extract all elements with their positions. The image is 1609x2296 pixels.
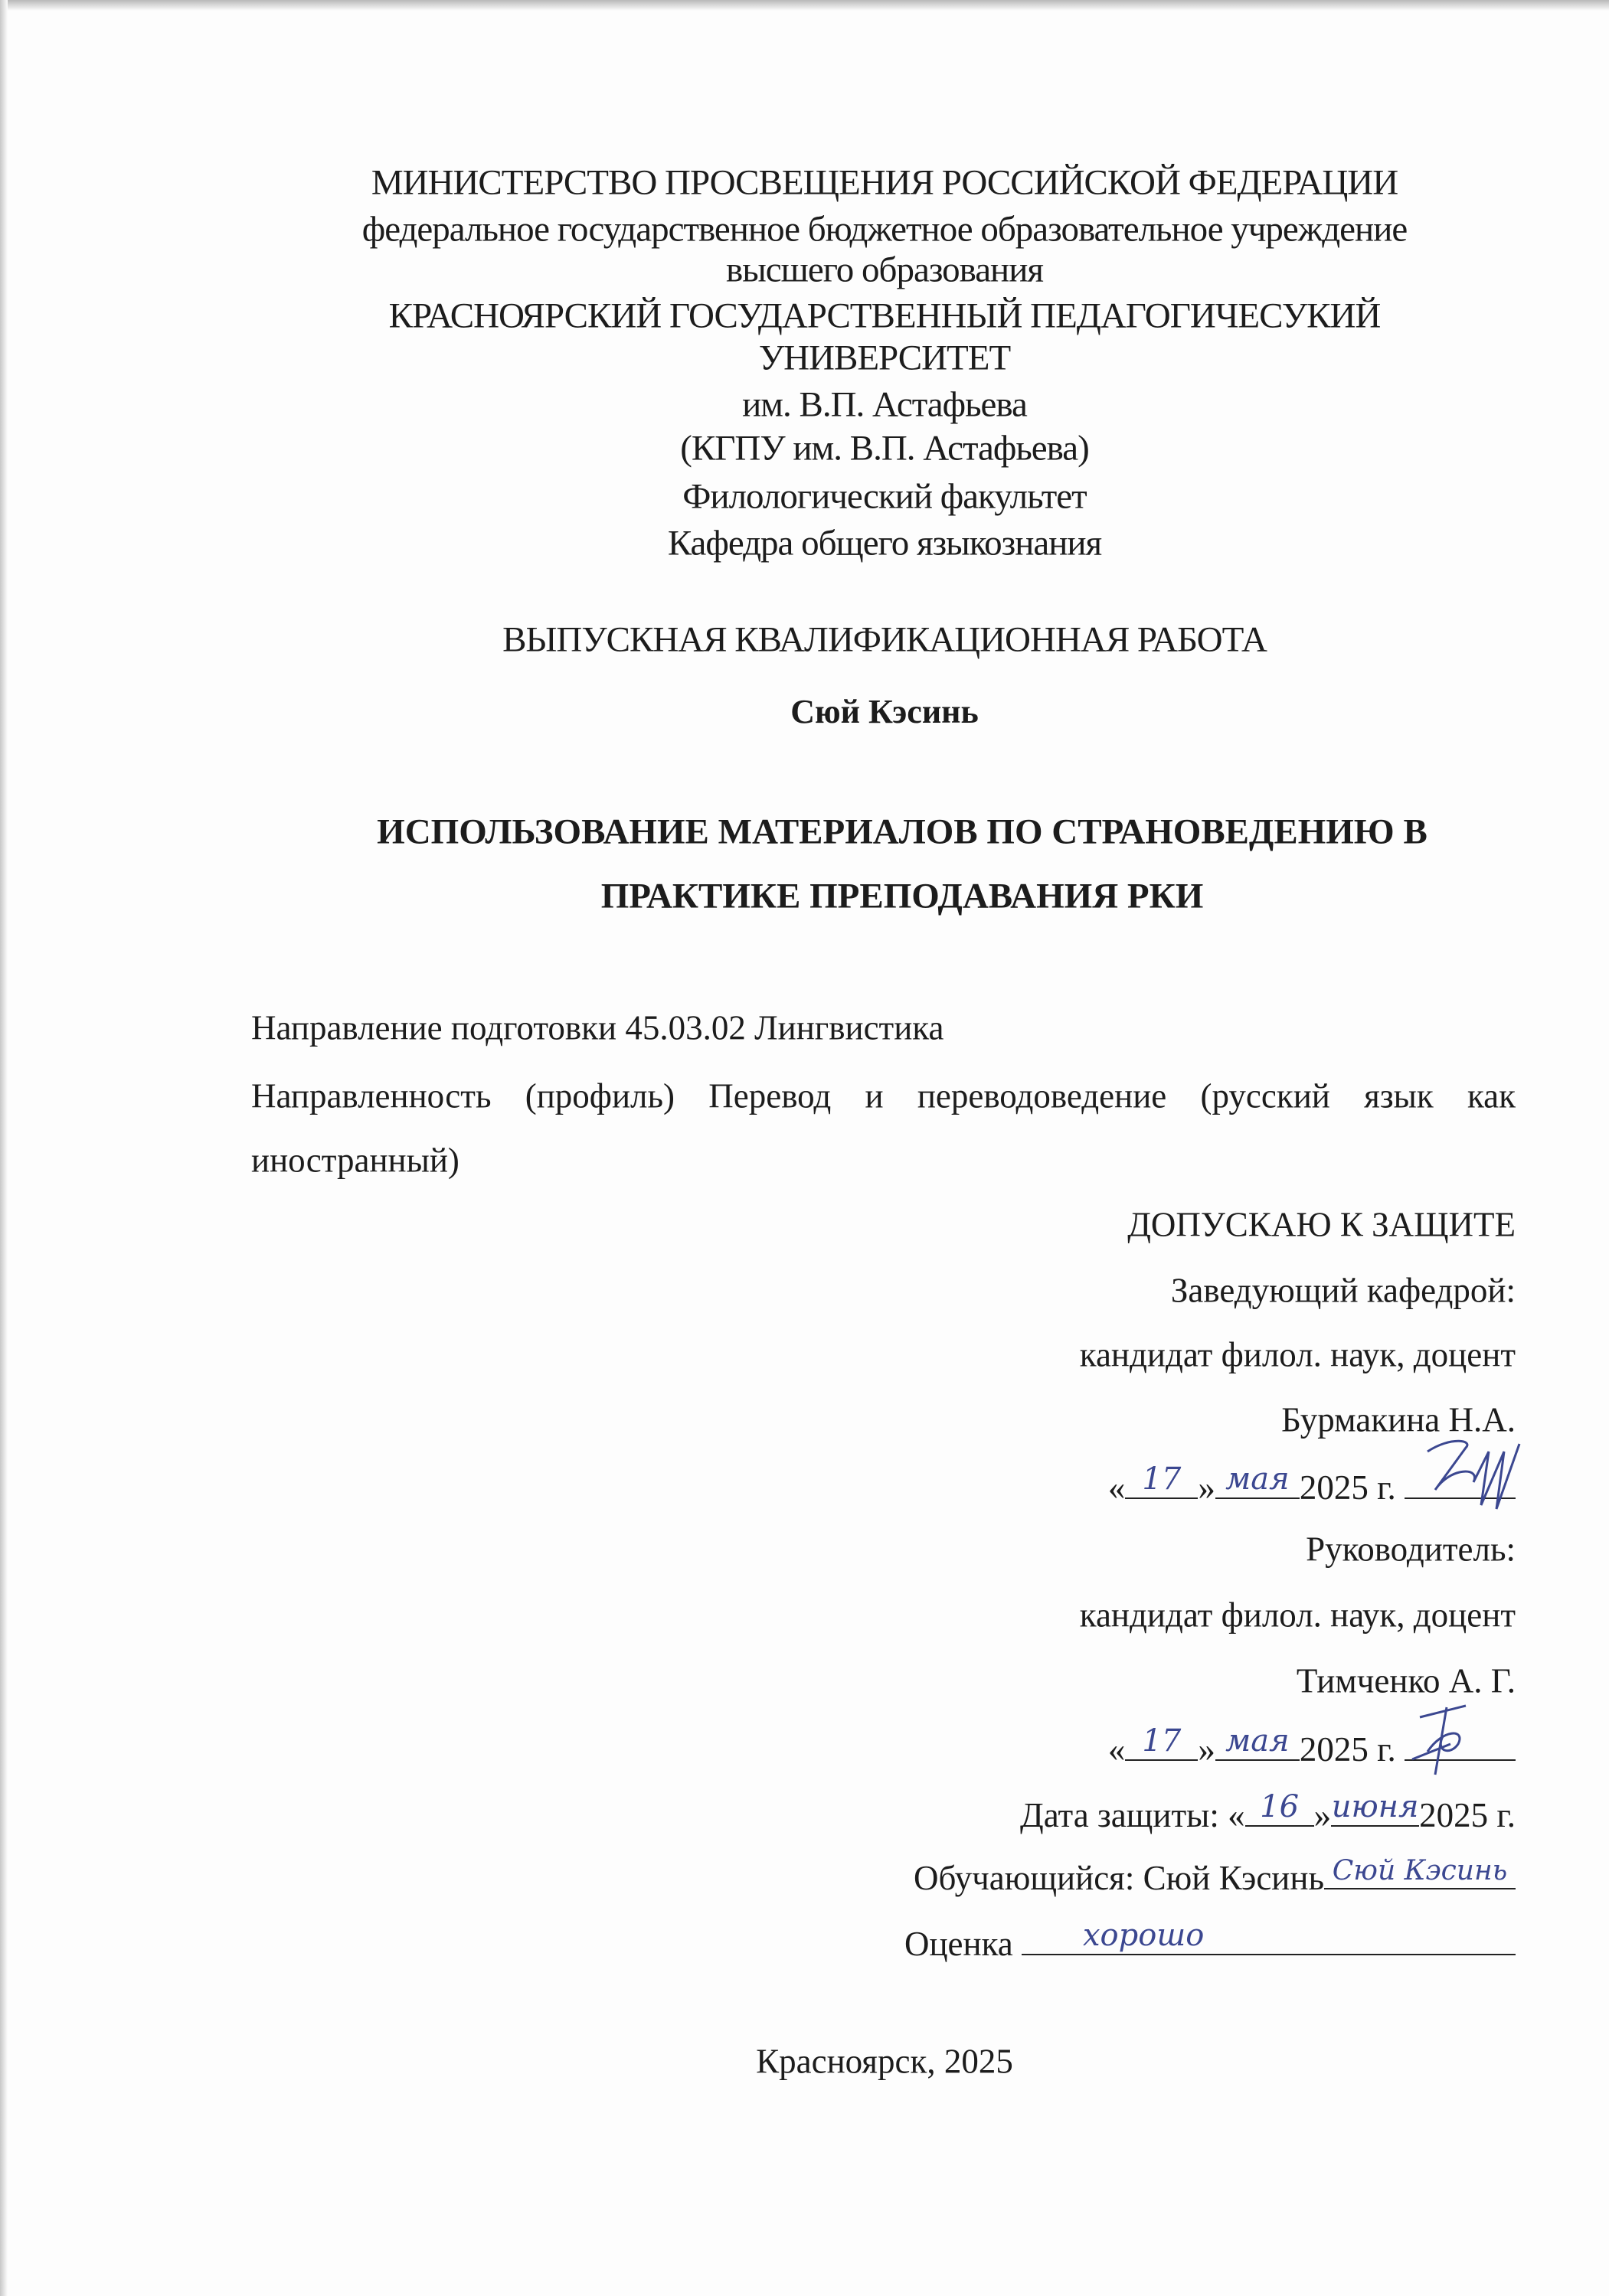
day-field <box>1125 1723 1198 1761</box>
defense-label: Дата защиты: <box>1020 1796 1219 1834</box>
thesis-title-cont: ПРАКТИКЕ ПРЕПОДАВАНИЯ РКИ <box>600 876 1204 916</box>
month-field <box>1215 1462 1300 1499</box>
head-signature-field <box>1405 1465 1516 1499</box>
head-name: Бурмакина Н.А. <box>1281 1400 1516 1439</box>
quote-close: » <box>1198 1730 1215 1769</box>
institution-type: федеральное государственное бюджетное образовательное учреждение <box>361 209 1408 250</box>
year: 2025 г. <box>1419 1796 1516 1834</box>
ministry: МИНИСТЕРСТВО ПРОСВЕЩЕНИЯ РОССИЙСКОЙ ФЕДЕРАЦИИ <box>371 162 1398 203</box>
handwritten-day: 17 <box>1142 1462 1182 1497</box>
thesis-title: ИСПОЛЬЗОВАНИЕ МАТЕРИАЛОВ ПО СТРАНОВЕДЕНИЮ В <box>377 812 1427 852</box>
grade-field <box>1022 1918 1516 1955</box>
abbreviation: (КГПУ им. В.П. Астафьева) <box>680 428 1089 469</box>
head-degree: кандидат филол. наук, доцент <box>1079 1335 1516 1374</box>
study-direction: Направление подготовки 45.03.02 Лингвистика <box>251 1008 944 1047</box>
university-name: КРАСНОЯРСКИЙ ГОСУДАРСТВЕННЫЙ ПЕДАГОГИЧЕСУКИЙ <box>388 296 1381 336</box>
student-label: Обучающийся: Сюй Кэсинь <box>913 1859 1324 1897</box>
supervisor-name: Тимченко А. Г. <box>1296 1661 1516 1700</box>
study-profile-cont: иностранный) <box>251 1141 459 1180</box>
student-line <box>914 1856 1516 1896</box>
quote-open: « <box>1107 1468 1126 1507</box>
handwritten-grade: хорошо <box>1083 1918 1205 1953</box>
defense-date <box>1020 1789 1516 1834</box>
quote-open: « <box>1228 1796 1245 1834</box>
year: 2025 г. <box>1299 1730 1396 1769</box>
supervisor-approval-date <box>1107 1723 1516 1769</box>
author: Сюй Кэсинь <box>790 693 979 730</box>
grade-label: Оценка <box>904 1925 1013 1963</box>
supervisor-role: Руководитель: <box>1306 1530 1516 1569</box>
institution-type-cont: высшего образования <box>726 250 1043 290</box>
signature-icon <box>1405 1698 1519 1782</box>
approval-heading: ДОПУСКАЮ К ЗАЩИТЕ <box>1127 1205 1516 1244</box>
city-year: Красноярск, 2025 <box>756 2042 1013 2081</box>
student-signature-field <box>1324 1856 1516 1889</box>
head-role: Заведующий кафедрой: <box>1170 1271 1516 1310</box>
supervisor-degree: кандидат филол. наук, доцент <box>1079 1595 1516 1635</box>
named-after: им. В.П. Астафьева <box>742 384 1027 425</box>
department: Кафедра общего языкознания <box>667 523 1102 563</box>
month-field <box>1331 1789 1419 1827</box>
university-name-cont: УНИВЕРСИТЕТ <box>758 338 1011 378</box>
handwritten-month: мая <box>1225 1723 1290 1759</box>
handwritten-month: июня <box>1331 1789 1419 1824</box>
handwritten-day: 17 <box>1142 1723 1182 1759</box>
scan-edge-top <box>0 0 1609 11</box>
quote-close: » <box>1313 1796 1332 1834</box>
supervisor-signature-field <box>1405 1727 1516 1761</box>
day-field <box>1245 1789 1314 1827</box>
study-profile: Направленность (профиль) Перевод и переводоведение (русский язык как <box>251 1076 1516 1115</box>
signature-icon <box>1405 1436 1535 1520</box>
year: 2025 г. <box>1299 1468 1396 1507</box>
handwritten-day: 16 <box>1260 1789 1300 1824</box>
quote-close: » <box>1198 1468 1215 1507</box>
work-type: ВЫПУСКНАЯ КВАЛИФИКАЦИОННАЯ РАБОТА <box>502 619 1267 660</box>
quote-open: « <box>1107 1730 1126 1769</box>
month-field <box>1215 1723 1300 1761</box>
head-approval-date <box>1107 1462 1516 1507</box>
faculty: Филологический факультет <box>682 476 1087 517</box>
handwritten-month: мая <box>1225 1462 1290 1497</box>
day-field <box>1125 1462 1198 1499</box>
handwritten-student-signature: Сюй Кэсинь <box>1332 1855 1508 1886</box>
grade-line <box>904 1918 1516 1963</box>
